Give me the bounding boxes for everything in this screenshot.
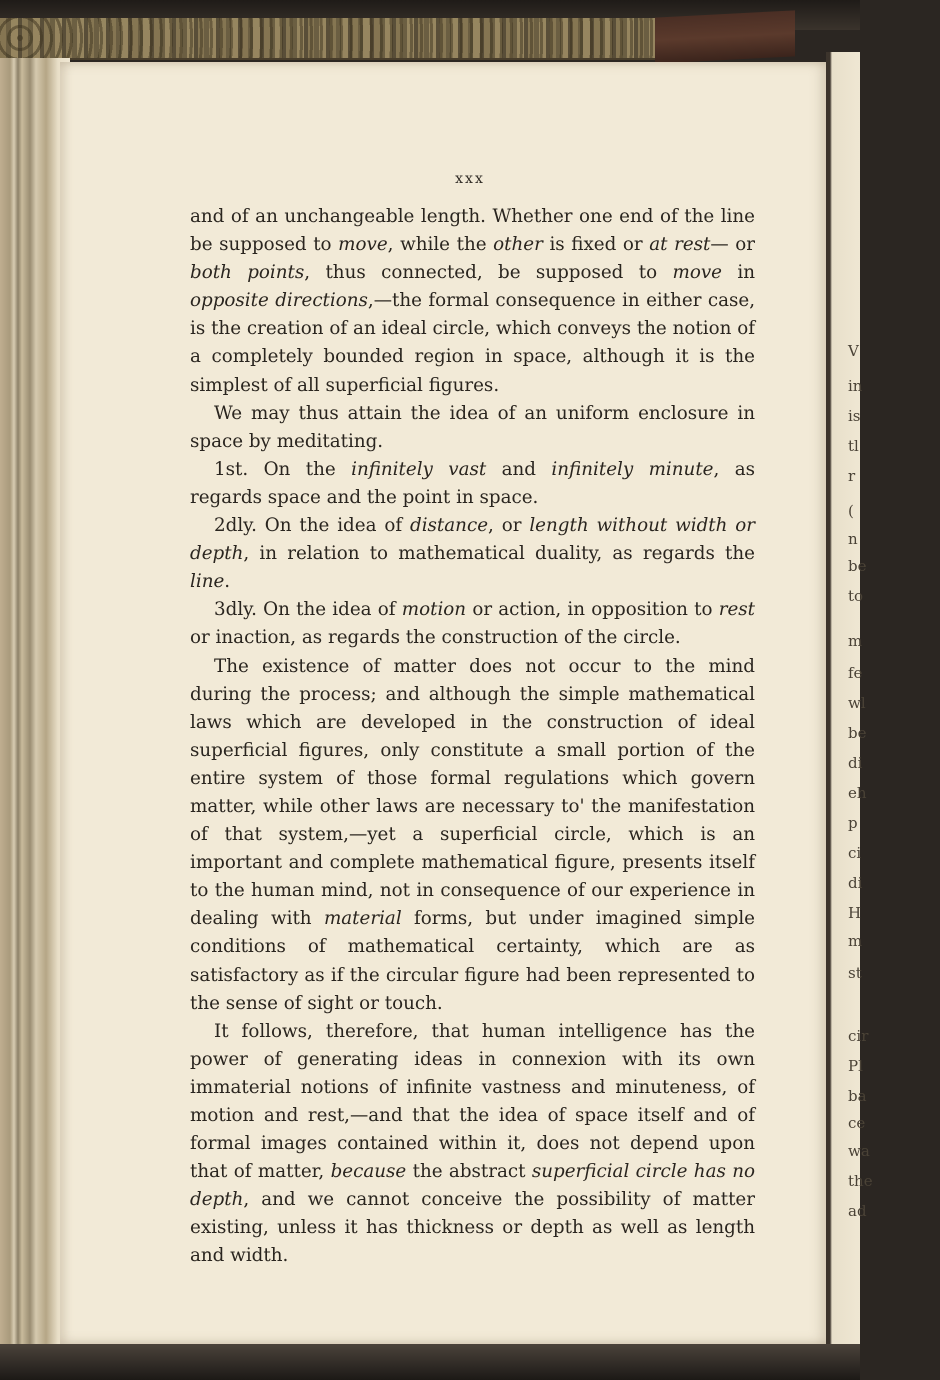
text-run: or action, in opposition to	[466, 599, 719, 621]
binding-bottom	[0, 1344, 860, 1380]
facing-page-fragment: fe	[848, 664, 863, 682]
paragraph	[190, 456, 755, 512]
facing-page-fragment: ci	[848, 844, 862, 862]
facing-page-fragment: V	[848, 342, 859, 360]
facing-page-fragment: eh	[848, 784, 867, 802]
italic-text: infinitely vast	[351, 458, 487, 480]
facing-page-fragment: Pl	[848, 1057, 863, 1075]
facing-page-fragment: to	[848, 587, 864, 605]
italic-text: infinitely minute	[551, 458, 714, 480]
text-run: 1st. On the	[214, 458, 352, 480]
facing-page-fragment: be	[848, 557, 867, 575]
gilt-ornament-border	[0, 18, 660, 60]
text-run: ,—the formal consequence in either case, is the creation of an ideal circle, which conveys the notion of a completely bounded region in space, although it is the simplest of all superficial figures.	[190, 290, 756, 396]
ribbon-strap	[655, 10, 795, 63]
page-number: xxx	[455, 171, 485, 187]
italic-text: at rest	[649, 234, 711, 256]
facing-page-fragment: n	[848, 530, 858, 548]
text-run: , as regards space and the point in space.	[190, 458, 755, 508]
text-run: or inaction, as regards the construction of the circle.	[190, 627, 681, 649]
text-run: , thus connected, be supposed to	[304, 262, 673, 284]
facing-page-fragment: p	[848, 814, 858, 832]
facing-page-fragment: r	[848, 467, 856, 485]
text-run: We may thus attain the idea of an uniform enclosure in space by meditating.	[190, 402, 755, 452]
facing-page-fragment: (	[848, 502, 854, 520]
page-body-text	[190, 203, 755, 1271]
italic-text: rest	[718, 599, 755, 621]
facing-page-fragment: in	[848, 377, 863, 395]
italic-text: both points	[190, 262, 305, 284]
italic-text: distance	[410, 515, 489, 537]
text-run: is fixed or	[542, 234, 650, 256]
text-run: The existence of matter does not occur to the mind during the process; and although the simple mathematical laws which are developed in the construction of ideal superficial figures, only constitute a small portion of the entire system of those formal regulations which govern matter, while other laws are necessary to' the manifestation of that system,—yet a superficial circle, which is an important and complete mathematical figure, presents itself to the human mind, not in consequence of our experience in dealing with	[190, 655, 755, 930]
facing-page-fragment: cir	[848, 1027, 869, 1045]
italic-text: move	[672, 262, 722, 284]
facing-page-fragment: st	[848, 964, 862, 982]
facing-page-fragment: is	[848, 407, 861, 425]
facing-page-fragment: ba	[848, 1087, 867, 1105]
paragraph	[190, 1018, 755, 1271]
italic-text: length without width or depth	[190, 515, 756, 565]
facing-page-fragment: di	[848, 754, 863, 772]
italic-text: line	[190, 571, 225, 593]
facing-page-fragment: m	[848, 632, 863, 650]
text-run: the abstract	[406, 1161, 532, 1183]
italic-text: motion	[401, 599, 467, 621]
text-run: , in relation to mathematical duality, as regards the	[243, 543, 755, 565]
text-run: 3dly. On the idea of	[214, 599, 402, 621]
text-run: 2dly. On the idea of	[214, 515, 410, 537]
facing-page-fragment: the	[848, 1172, 873, 1190]
italic-text: superficial circle has no depth	[190, 1161, 756, 1211]
text-run: in	[722, 262, 755, 284]
italic-text: opposite directions	[190, 290, 368, 312]
facing-page-edge	[826, 52, 873, 1352]
facing-page-fragment: H	[848, 904, 862, 922]
facing-page-fragment: m	[848, 932, 863, 950]
facing-page-fragment: tl	[848, 437, 859, 455]
text-run: — or	[710, 234, 756, 256]
text-run: , or	[488, 515, 530, 537]
italic-text: move	[338, 234, 388, 256]
facing-page-fragment: ce	[848, 1114, 866, 1132]
text-run: , and we cannot conceive the possibility of matter existing, unless it has thickness or depth as well as length and width.	[190, 1189, 755, 1267]
italic-text: because	[330, 1161, 407, 1183]
paragraph	[190, 203, 755, 400]
text-run: and	[486, 458, 552, 480]
facing-page-fragment: di	[848, 874, 863, 892]
paragraph	[190, 400, 755, 456]
facing-page-fragment: ad	[848, 1202, 867, 1220]
facing-page-fragment: wl	[848, 694, 866, 712]
italic-text: other	[493, 234, 543, 256]
facing-page-fragment: wa	[848, 1142, 870, 1160]
paragraph	[190, 512, 755, 596]
text-run: , while the	[387, 234, 494, 256]
text-run: .	[224, 571, 231, 593]
paragraph	[190, 653, 755, 1018]
facing-page-fragment: be	[848, 724, 867, 742]
italic-text: material	[323, 908, 402, 930]
text-run: and of an unchangeable length. Whether one end of the line be supposed to	[190, 206, 755, 256]
text-run: forms, but under imagined simple conditions of mathematical certainty, which are as satisfactory as if the circular figure had been represented to the sense of sight or touch.	[190, 908, 755, 1014]
paragraph	[190, 596, 755, 652]
text-run: It follows, therefore, that human intelligence has the power of generating ideas in connexion with its own immaterial notions of infinite vastness and minuteness, of motion and rest,—and that the idea of space itself and of formal images contained within it, does not depend upon that of matter,	[190, 1020, 755, 1183]
